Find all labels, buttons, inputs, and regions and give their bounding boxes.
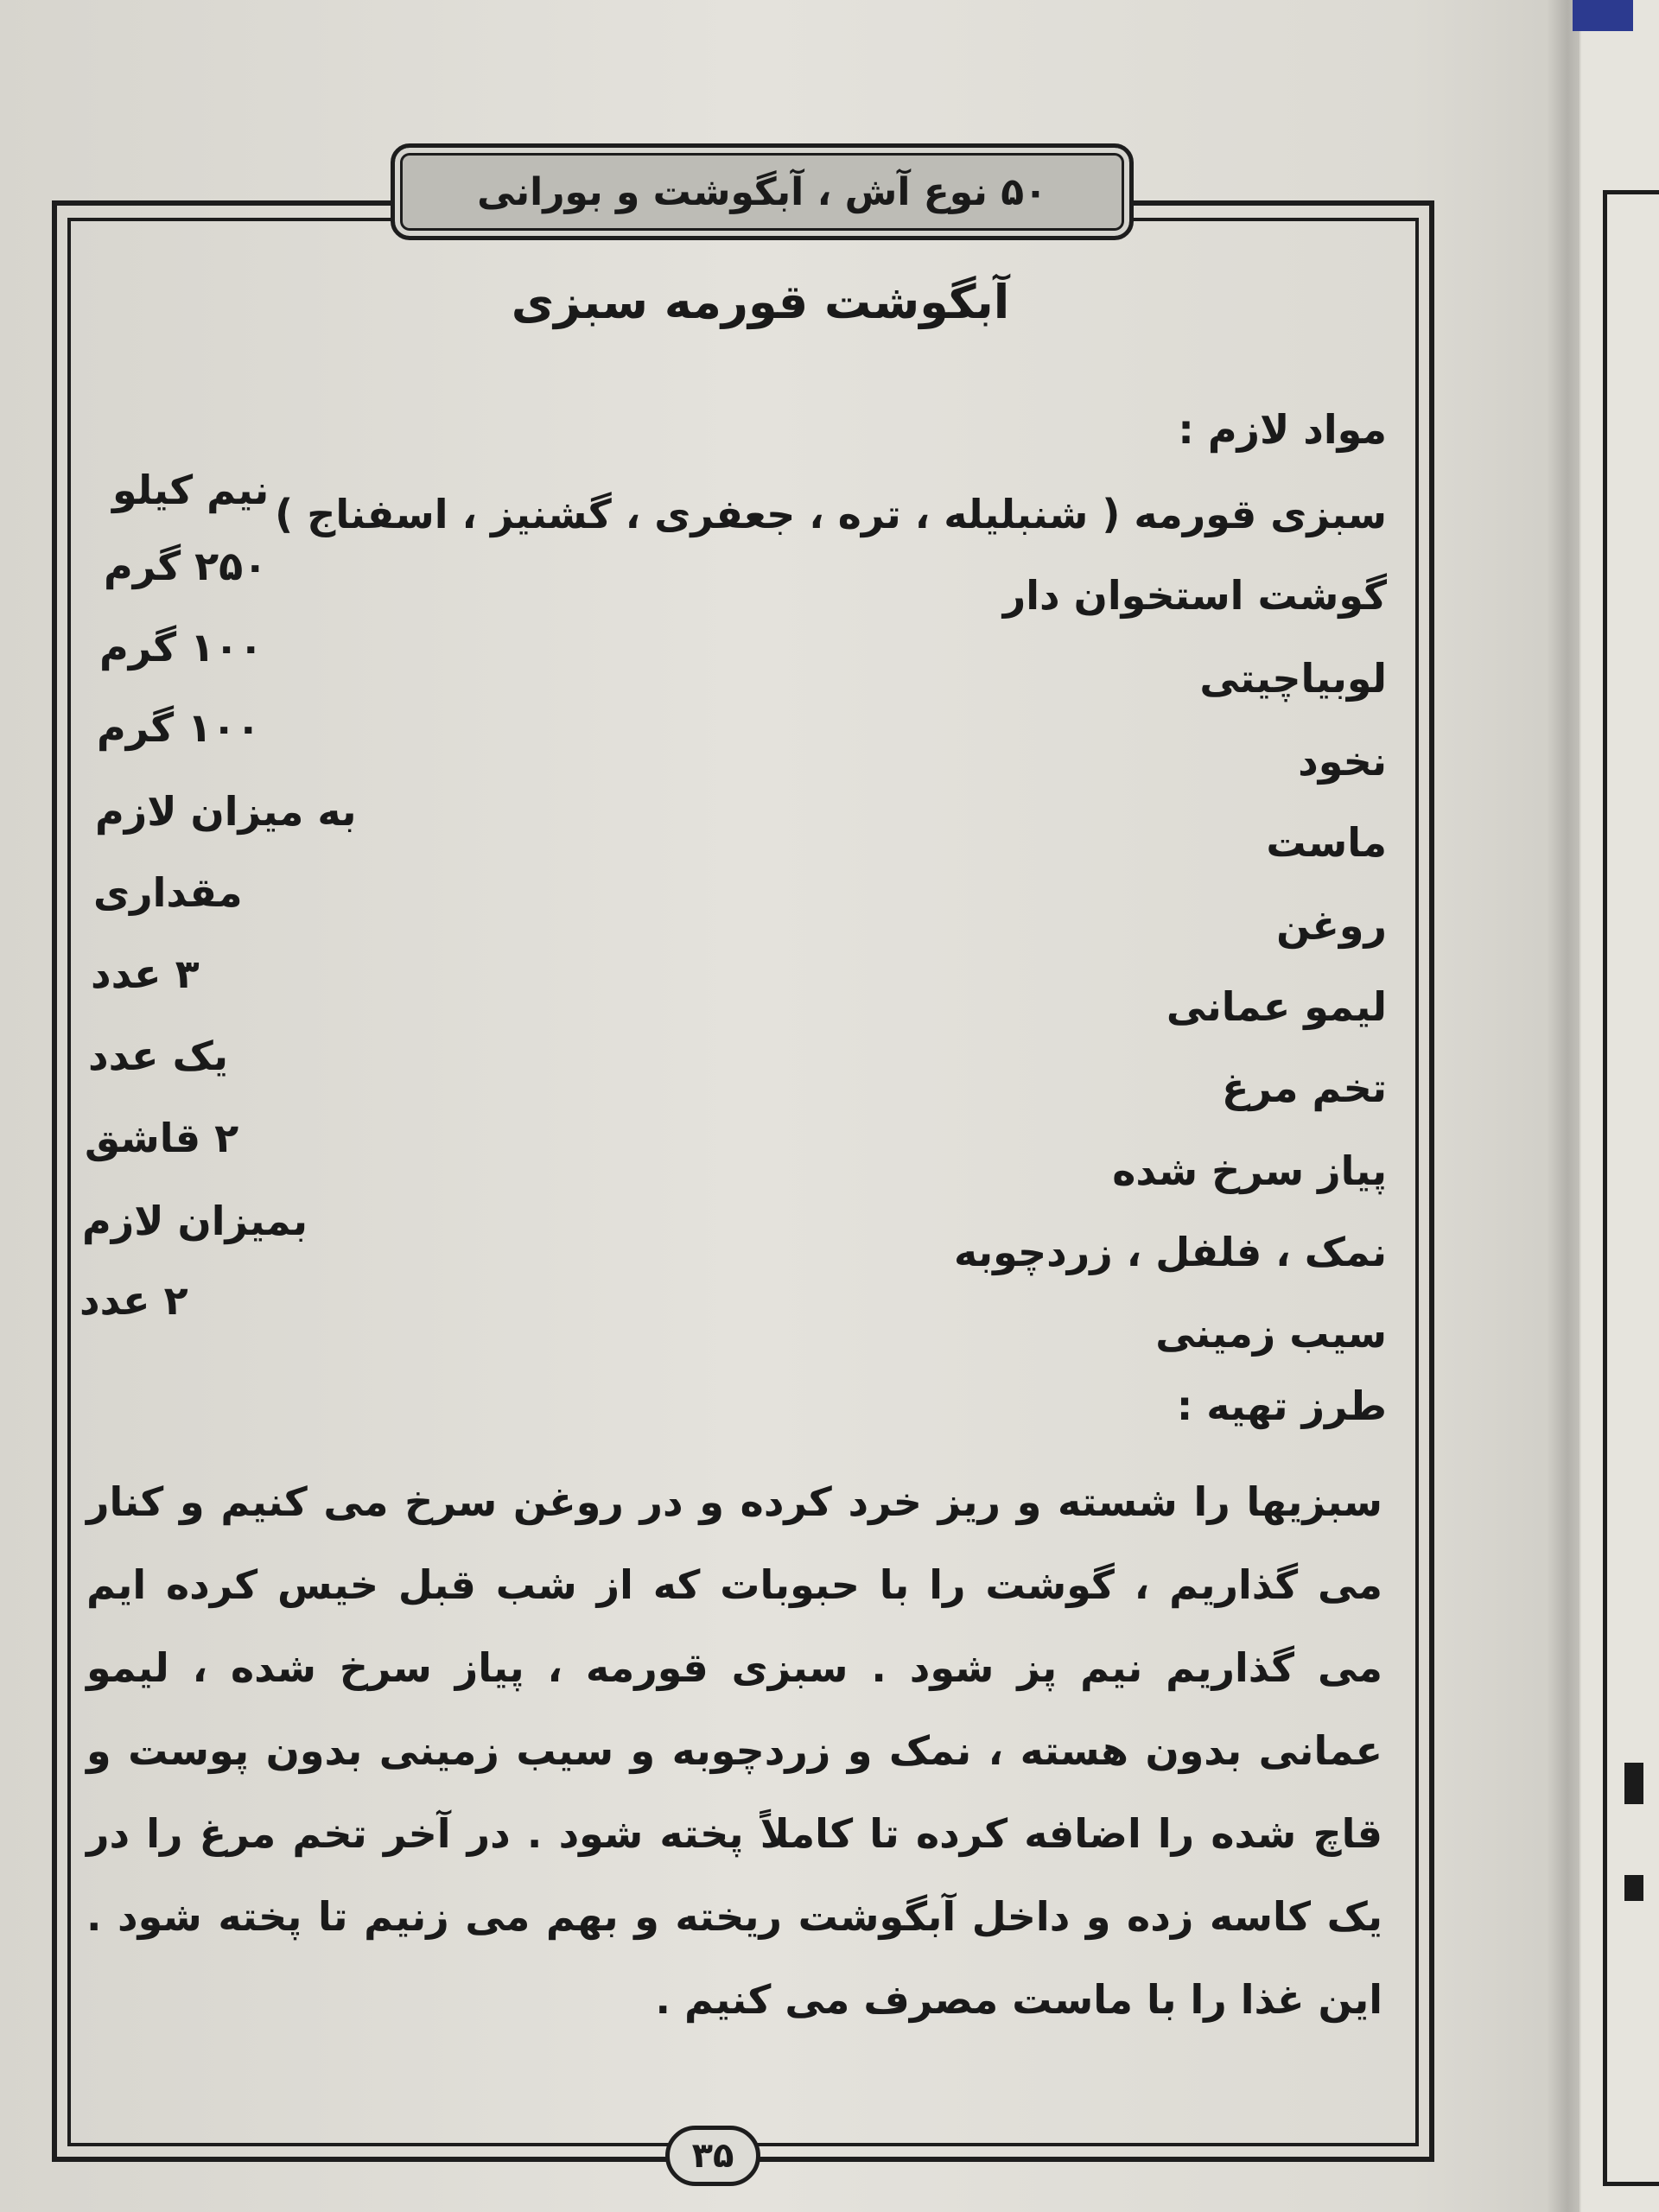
book-title: ۵۰ نوع آش ، آبگوشت و بورانی	[477, 169, 1047, 214]
ingredient-name: گوشت استخوان دار	[1002, 572, 1387, 619]
adjacent-page-text-fragment	[1624, 1763, 1643, 1804]
ingredient-amount: ۱۰۰ گرم	[97, 704, 261, 751]
ingredient-name: نخود	[1298, 738, 1387, 785]
ingredient-amount: ۲ قاشق	[85, 1115, 239, 1161]
ingredient-name: نمک ، فلفل ، زردچوبه	[953, 1229, 1387, 1275]
ingredient-name: تخم مرغ	[1221, 1065, 1387, 1111]
ingredients-heading: مواد لازم :	[1178, 406, 1387, 453]
ingredient-amount: به میزان لازم	[95, 788, 357, 835]
page-number: ۳۵	[691, 2136, 734, 2176]
ingredient-amount: ۲۵۰ گرم	[104, 543, 268, 589]
ingredient-name: پیاز سرخ شده	[1112, 1147, 1387, 1194]
ingredient-name: روغن	[1276, 902, 1387, 949]
ingredient-name: سیب زمینی	[1155, 1310, 1387, 1357]
adjacent-page	[1580, 0, 1659, 2212]
ingredient-name: لیمو عمانی	[1166, 983, 1387, 1030]
ingredient-name: سبزی قورمه ( شنبلیله ، تره ، جعفری ، گشنیز ، اسفناج )	[275, 491, 1387, 537]
ingredient-amount: نیم کیلو	[112, 467, 270, 513]
preparation-text: سبزیها را شسته و ریز خرد کرده و در روغن سرخ می کنیم و کنار می گذاریم ، گوشت را با حبوبات که از شب قبل خیس کرده ایم می گذاریم نیم پز شود . سبزی قورمه ، پیاز سرخ شده ، لیمو عمانی بدون هسته ، نمک و زردچوبه و سیب زمینی بدون پوست و قاچ شده را اضافه کرده تا کاملاً پخته شود . در آخر تخم مرغ را در یک کاسه زده و داخل آبگوشت ریخته و بهم می زنیم تا پخته شود . این غذا را با ماست مصرف می کنیم .	[86, 1478, 1382, 2023]
ingredient-amount: مقداری	[93, 869, 243, 916]
ingredient-amount: ۳ عدد	[91, 950, 200, 997]
ingredient-name: ماست	[1266, 819, 1387, 866]
preparation-heading: طرز تهیه :	[1176, 1382, 1387, 1429]
ingredient-name: لوبیاچیتی	[1199, 655, 1387, 702]
book-spine-shadow	[1547, 0, 1581, 2212]
adjacent-page-text-fragment	[1624, 1875, 1643, 1901]
page-number-badge	[665, 2126, 760, 2186]
ingredient-amount: بمیزان لازم	[82, 1198, 308, 1244]
ingredient-amount: ۱۰۰ گرم	[99, 624, 264, 671]
ingredient-amount: یک عدد	[88, 1033, 228, 1079]
book-cover-corner	[1573, 0, 1633, 31]
book-title-banner	[391, 143, 1134, 240]
recipe-title: آبگوشت قورمه سبزی	[511, 275, 1010, 329]
ingredient-amount: ۲ عدد	[79, 1277, 188, 1324]
